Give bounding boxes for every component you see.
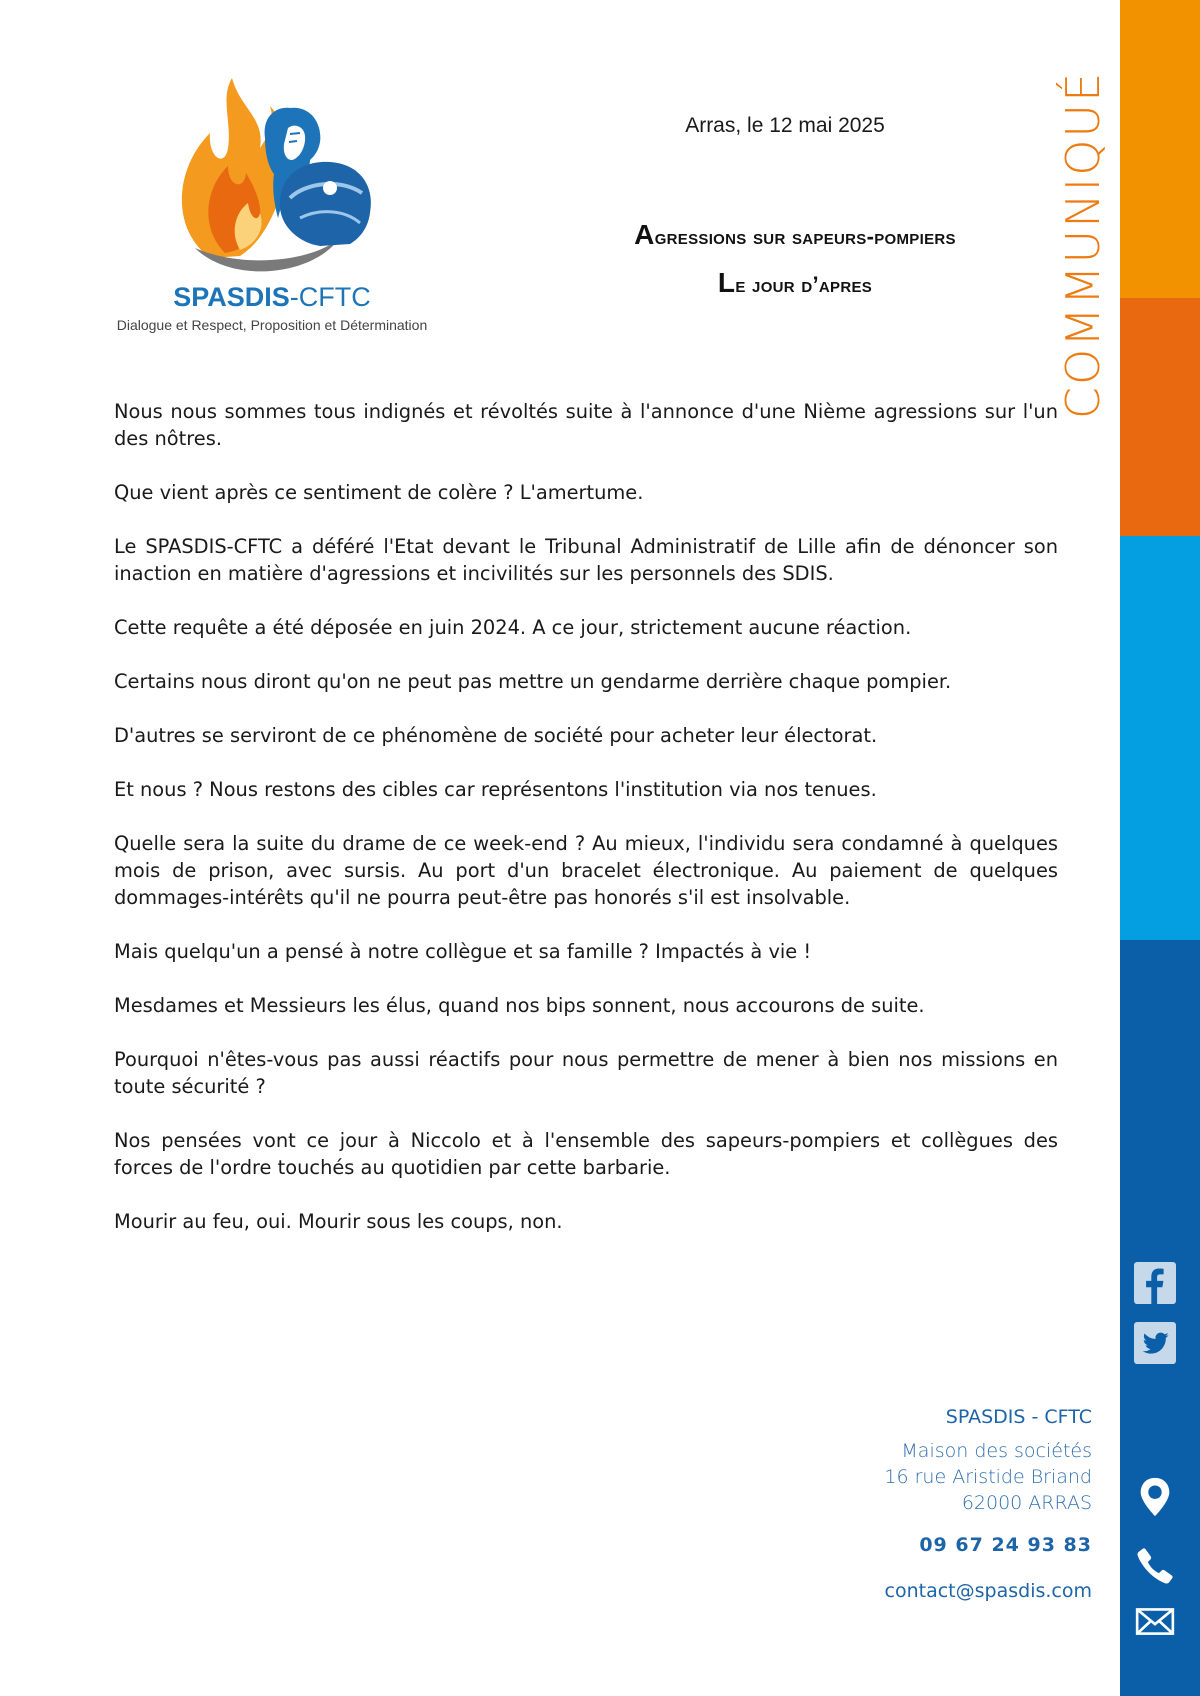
body-paragraph: Le SPASDIS-CFTC a déféré l'Etat devant le Tribunal Administratif de Lille afin de dénoncer son inaction en matière d'agressions et incivilités sur les personnels des SDIS. <box>114 535 1058 585</box>
title-initial-1: A <box>634 219 655 250</box>
facebook-icon[interactable] <box>1134 1262 1176 1304</box>
sidebar-band-orange <box>1120 0 1200 298</box>
footer-address-line-1: Maison des sociétés <box>901 1440 1092 1462</box>
phone-icon <box>1134 1545 1176 1587</box>
body-paragraph: Certains nous diront qu'on ne peut pas mettre un gendarme derrière chaque pompier. <box>114 670 952 693</box>
sidebar-band-light-blue <box>1120 536 1200 940</box>
body-paragraph: Et nous ? Nous restons des cibles car représentons l'institution via nos tenues. <box>114 778 877 801</box>
body-paragraph: Cette requête a été déposée en juin 2024. A ce jour, strictement aucune réaction. <box>114 616 912 639</box>
location-pin-icon <box>1134 1476 1176 1518</box>
body-paragraph: Mais quelqu'un a pensé à notre collègue et sa famille ? Impactés à vie ! <box>114 940 812 963</box>
body-paragraph: Nos pensées vont ce jour à Niccolo et à l'ensemble des sapeurs-pompiers et collègues des forces de l'ordre touchés au quotidien par cette barbarie. <box>114 1129 1058 1179</box>
contact-footer <box>884 1406 1092 1602</box>
document-title-line-1 <box>540 219 1050 251</box>
communique-label: COMMUNIQUÉ <box>1056 70 1110 420</box>
footer-phone-link[interactable]: 09 67 24 93 83 <box>919 1534 1092 1556</box>
body-paragraph: Nous nous sommes tous indignés et révoltés suite à l'annonce d'une Nième agressions sur l'un des nôtres. <box>114 400 1058 450</box>
logo-name-bold: SPASDIS <box>173 282 290 312</box>
logo-tagline: Dialogue et Respect, Proposition et Détermination <box>116 317 428 333</box>
title-initial-2: L <box>717 267 736 298</box>
sidebar-band-dark-orange <box>1120 298 1200 536</box>
mail-icon[interactable] <box>1134 1600 1176 1642</box>
footer-address-line-2: 16 rue Aristide Briand <box>884 1466 1092 1488</box>
body-paragraph: Mourir au feu, oui. Mourir sous les coups, non. <box>114 1210 563 1233</box>
footer-org-name: SPASDIS - CFTC <box>945 1406 1092 1428</box>
body-paragraph: Pourquoi n'êtes-vous pas aussi réactifs pour nous permettre de mener à bien nos missions en toute sécurité ? <box>114 1048 1058 1098</box>
body-paragraph: Mesdames et Messieurs les élus, quand nos bips sonnent, nous accourons de suite. <box>114 994 925 1017</box>
twitter-icon[interactable] <box>1134 1322 1176 1364</box>
title-rest-1: gressions sur sapeurs-pompiers <box>654 224 956 249</box>
logo-wordmark <box>112 282 432 313</box>
document-title-line-2 <box>540 267 1050 299</box>
document-body <box>114 398 1058 1262</box>
spasdis-logo-emblem <box>170 78 380 276</box>
footer-email-link[interactable]: contact@spasdis.com <box>884 1580 1092 1602</box>
body-paragraph: Quelle sera la suite du drame de ce week-end ? Au mieux, l'individu sera condamné à quelques mois de prison, avec sursis. Au port d'un bracelet électronique. Au paiement de quelques dommages-intérêts qu'il ne pourra peut-être pas honorés s'il est insolvable. <box>114 832 1058 909</box>
title-rest-2: e jour d’apres <box>735 272 873 297</box>
footer-address-line-3: 62000 ARRAS <box>961 1492 1092 1514</box>
body-paragraph: D'autres se serviront de ce phénomène de société pour acheter leur électorat. <box>114 724 878 747</box>
document-date: Arras, le 12 mai 2025 <box>685 114 885 137</box>
body-paragraph: Que vient après ce sentiment de colère ? L'amertume. <box>114 481 644 504</box>
logo-name-rest: -CFTC <box>289 282 371 312</box>
